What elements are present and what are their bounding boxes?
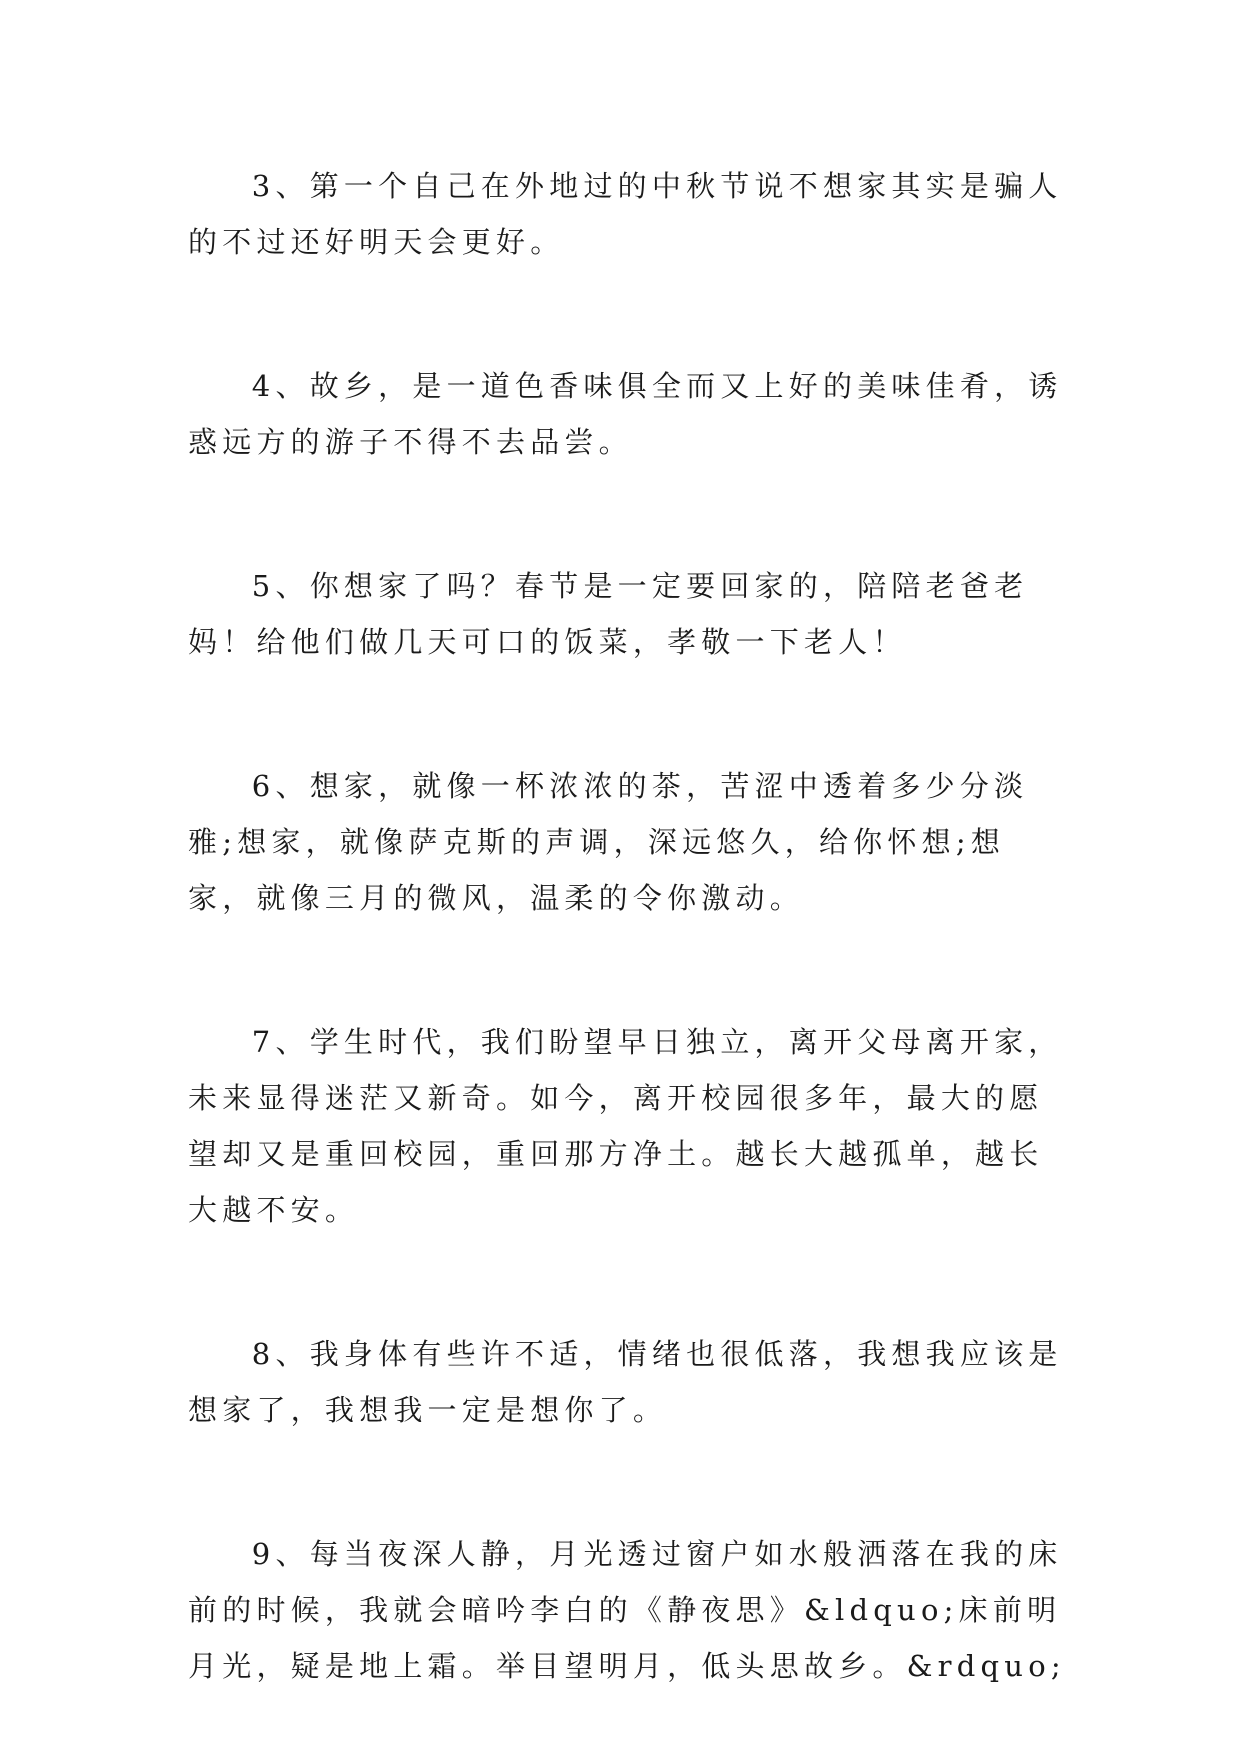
paragraph-5: 5、你想家了吗？春节是一定要回家的，陪陪老爸老妈！给他们做几天可口的饭菜，孝敬一下老人！ [188,569,1029,659]
paragraph-4: 4、故乡，是一道色香味俱全而又上好的美味佳肴，诱惑远方的游子不得不去品尝。 [188,369,1063,459]
paragraph-3: 3、第一个自己在外地过的中秋节说不想家其实是骗人的不过还好明天会更好。 [188,169,1063,259]
paragraph-7: 7、学生时代，我们盼望早日独立，离开父母离开家，未来显得迷茫又新奇。如今，离开校园很多年，最大的愿望却又是重回校园，重回那方净土。越长大越孤单，越长大越不安。 [188,1025,1063,1227]
paragraph-9: 9、每当夜深人静，月光透过窗户如水般洒落在我的床前的时候，我就会暗吟李白的《静夜思》&ldquo;床前明月光，疑是地上霜。举目望明月，低头思故乡。&rdquo; [188,1537,1066,1683]
document-body [188,158,1068,1694]
paragraph-8: 8、我身体有些许不适，情绪也很低落，我想我应该是想家了，我想我一定是想你了。 [188,1337,1063,1427]
paragraph-6: 6、想家，就像一杯浓浓的茶，苦涩中透着多少分淡雅;想家，就像萨克斯的声调，深远悠久，给你怀想;想家，就像三月的微风，温柔的令你激动。 [188,769,1029,915]
